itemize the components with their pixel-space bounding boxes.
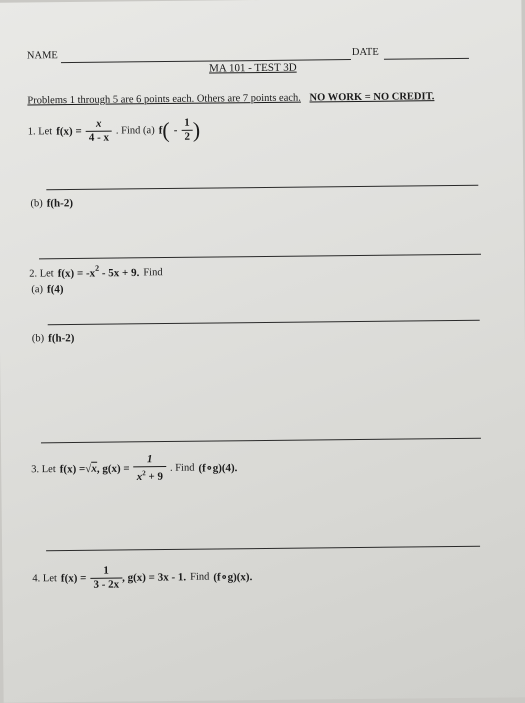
date-label: DATE [351, 46, 379, 59]
answer-line-3 [46, 546, 480, 552]
no-work-warning: NO WORK = NO CREDIT. [309, 91, 435, 104]
answer-line-1b [39, 254, 481, 260]
problem-2b: (b) f(h-2) [31, 332, 75, 345]
problem-3: 3. Let f(x) =√x, g(x) = $\frac{1}{x^2 + 9}$ . Find (f∘g)(4). [31, 453, 238, 483]
points-text: Problems 1 through 5 are 6 points each. Others are 7 points each. [27, 92, 301, 107]
instructions [27, 91, 434, 106]
answer-line-1a [46, 185, 478, 191]
p4-fraction: $\frac{1}{3 - 2x}$ [90, 564, 122, 591]
problem-2a: (a) f(4) [31, 283, 64, 296]
p1-fraction: $\frac{x}{4 - x}$ [86, 118, 112, 145]
p1-arg-fraction: $\frac{1}{2}$ [181, 117, 193, 144]
problem-1b: (b) f(h-2) [30, 197, 74, 210]
name-label: NAME [26, 50, 58, 62]
problem-2: 2. Let $f(x) = -x^2 - 5x + 9$. Find [29, 263, 163, 280]
problem-1: 1. Let f(x) = $\frac{x}{4 - x}$ . Find (a) f( - $\frac{1}{2}$ ) [27, 116, 201, 144]
answer-line-2b [41, 438, 481, 444]
answer-line-2a [48, 320, 480, 326]
course-title: MA 101 - TEST 3D [208, 61, 297, 75]
p3-fraction: $\frac{1}{x^2 + 9}$ [133, 453, 166, 484]
problem-4: 4. Let f(x) = $\frac{1}{3 - 2x}$ , g(x) = 3x - 1. Find (f∘g)(x). [32, 564, 253, 591]
date-line [384, 58, 469, 60]
name-line [61, 59, 351, 63]
